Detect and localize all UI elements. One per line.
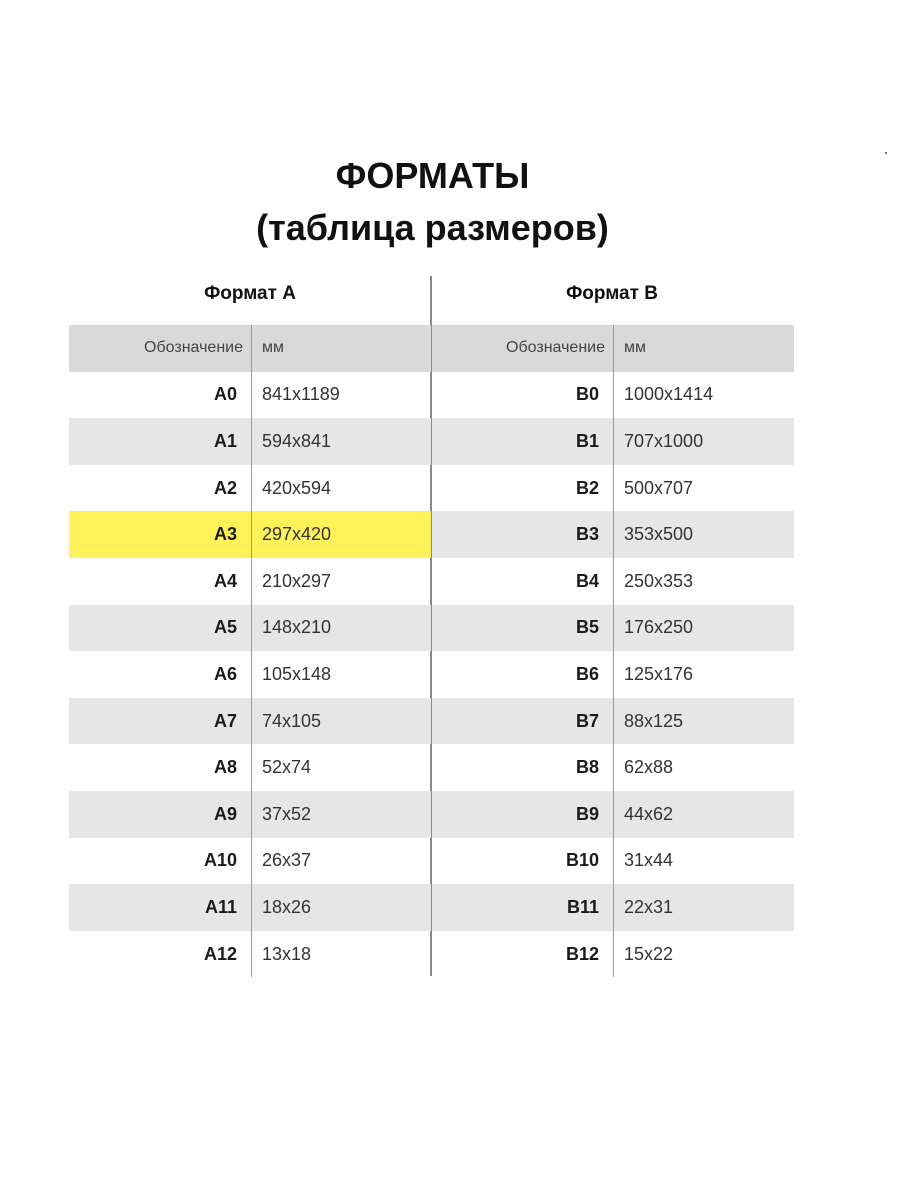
format-code: A8 — [213, 757, 237, 778]
table-row — [69, 838, 431, 885]
format-size-mm: 1000x1414 — [613, 372, 713, 419]
format-size-mm: 88x125 — [613, 698, 683, 745]
format-code: A5 — [213, 617, 237, 638]
format-size-mm: 26x37 — [251, 838, 311, 885]
format-code: B1 — [575, 430, 599, 451]
format-size-mm: 500x707 — [613, 465, 693, 512]
header-code: Обозначение — [144, 339, 243, 357]
table-row — [69, 418, 431, 465]
format-a-title: Формат А — [204, 283, 296, 304]
format-size-mm: 31x44 — [613, 838, 673, 885]
format-code: B8 — [575, 757, 599, 778]
table-row — [432, 744, 794, 791]
format-size-mm: 15x22 — [613, 931, 673, 978]
format-code: B11 — [566, 896, 599, 917]
format-size-mm: 13x18 — [251, 931, 311, 978]
header-mm: мм — [251, 325, 284, 372]
table-row — [432, 465, 794, 512]
table-row — [69, 372, 431, 419]
table-row — [69, 511, 431, 558]
format-a-table — [69, 325, 431, 977]
format-size-mm: 148x210 — [251, 605, 331, 652]
table-row — [432, 884, 794, 931]
table-row — [69, 931, 431, 978]
table-row — [432, 698, 794, 745]
table-row — [432, 372, 794, 419]
table-row — [432, 605, 794, 652]
header-code: Обозначение — [506, 339, 605, 357]
table-row — [432, 791, 794, 838]
table-row — [69, 698, 431, 745]
format-size-mm: 210x297 — [251, 558, 331, 605]
page-title-line2: (таблица размеров) — [256, 207, 609, 248]
format-code: A12 — [203, 943, 237, 964]
format-size-mm: 176x250 — [613, 605, 693, 652]
table-row — [432, 931, 794, 978]
format-code: B5 — [575, 617, 599, 638]
format-size-mm: 22x31 — [613, 884, 673, 931]
table-row — [69, 791, 431, 838]
header-mm: мм — [613, 325, 646, 372]
speck — [885, 152, 887, 154]
format-code: B4 — [575, 570, 599, 591]
format-code: B0 — [575, 384, 599, 405]
page-title — [0, 150, 865, 254]
table-row — [69, 605, 431, 652]
table-row — [69, 465, 431, 512]
format-size-mm: 52x74 — [251, 744, 311, 791]
table-header — [69, 325, 431, 372]
format-code: B3 — [575, 524, 599, 545]
format-size-mm: 297x420 — [251, 511, 331, 558]
format-size-mm: 18x26 — [251, 884, 311, 931]
table-row — [69, 558, 431, 605]
format-code: B12 — [565, 943, 599, 964]
format-code: B2 — [575, 477, 599, 498]
format-size-mm: 594x841 — [251, 418, 331, 465]
format-size-mm: 353x500 — [613, 511, 693, 558]
format-size-mm: 125x176 — [613, 651, 693, 698]
format-code: A1 — [213, 430, 237, 451]
format-size-mm: 37x52 — [251, 791, 311, 838]
page-title-line1: ФОРМАТЫ — [335, 155, 530, 196]
table-header — [432, 325, 794, 372]
table-row — [432, 838, 794, 885]
format-b-table — [432, 325, 794, 977]
format-size-mm: 250x353 — [613, 558, 693, 605]
format-code: A6 — [213, 663, 237, 684]
format-code: A4 — [213, 570, 237, 591]
format-code: A2 — [213, 477, 237, 498]
table-row — [69, 651, 431, 698]
format-code: A9 — [213, 803, 237, 824]
format-code: A3 — [213, 524, 237, 545]
format-code: B6 — [575, 663, 599, 684]
table-row — [432, 418, 794, 465]
table-row — [432, 651, 794, 698]
table-row — [432, 558, 794, 605]
format-size-mm: 707x1000 — [613, 418, 703, 465]
format-b-title: Формат В — [566, 283, 658, 304]
format-code: A11 — [204, 896, 237, 917]
format-size-mm: 841x1189 — [251, 372, 340, 419]
format-size-mm: 105x148 — [251, 651, 331, 698]
format-code: A0 — [213, 384, 237, 405]
format-size-mm: 62x88 — [613, 744, 673, 791]
format-code: B10 — [565, 850, 599, 871]
table-row — [432, 511, 794, 558]
format-code: A10 — [203, 850, 237, 871]
table-row — [69, 744, 431, 791]
format-size-mm: 420x594 — [251, 465, 331, 512]
table-row — [69, 884, 431, 931]
format-code: B7 — [575, 710, 599, 731]
format-size-mm: 74x105 — [251, 698, 321, 745]
format-code: A7 — [213, 710, 237, 731]
format-code: B9 — [575, 803, 599, 824]
format-size-mm: 44x62 — [613, 791, 673, 838]
